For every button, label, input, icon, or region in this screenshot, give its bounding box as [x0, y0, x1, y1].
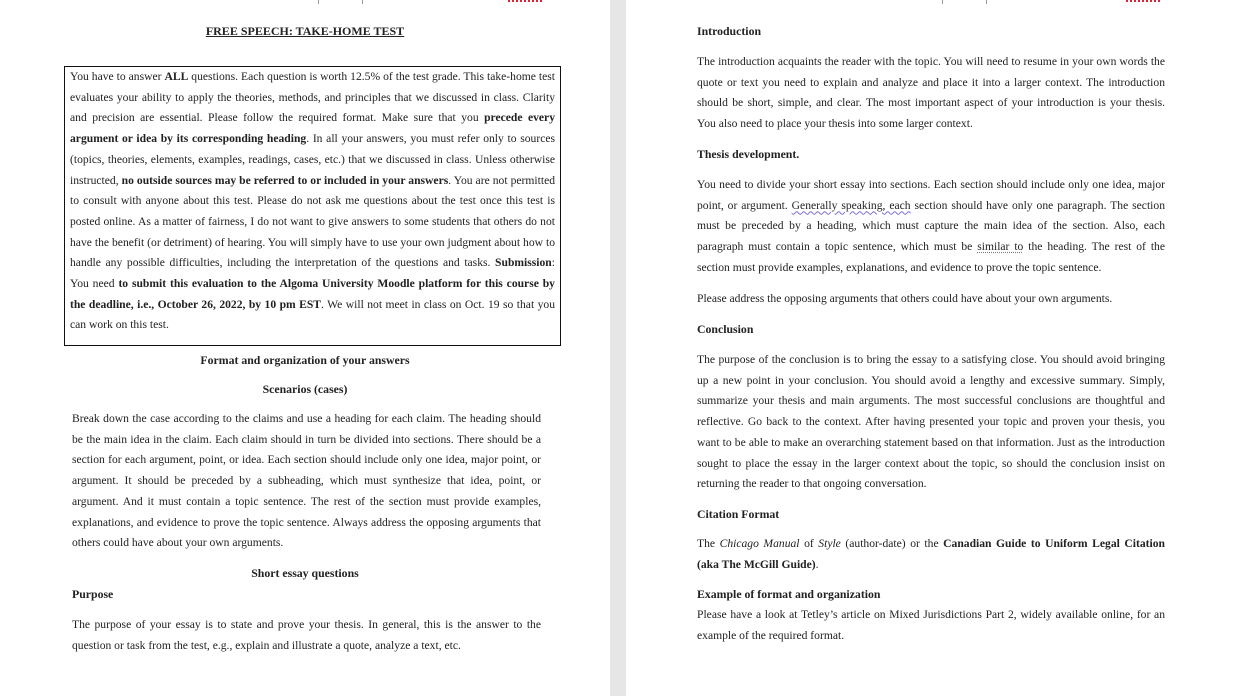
page-title: FREE SPEECH: TAKE-HOME TEST [205, 24, 405, 38]
ruler-tick [318, 0, 319, 4]
thesis-paragraph: You need to divide your short essay into sections. Each section should include only one idea, major point, or argument. Generally speaking, each section should have only one paragraph. The section must be preceded by a heading, which must capture the main idea of the section. Also, each paragraph must contain a topic sentence, which must be similar to the heading. The rest of the section must provide examples, explanations, and evidence to prove the topic sentence. [697, 178, 1165, 274]
ruler-tick [942, 0, 943, 4]
scenarios-paragraph: Break down the case according to the claims and use a heading for each claim. The heading should be the main idea in the claim. Each claim should in turn be divided into sections. There should be a section for each argument, point, or idea. Each section should include only one idea, major point, or argument. It should be preceded by a subheading, which must synthesize that idea, point, or argument. And it must contain a topic sentence. The rest of the section must provide examples, explanations, and evidence to prove the topic sentence. Always address the opposing arguments that others could have about your own arguments. [72, 412, 541, 550]
opposing-arguments-paragraph: Please address the opposing arguments that others could have about your own arguments. [697, 292, 1113, 305]
purpose-paragraph: The purpose of your essay is to state and prove your thesis. In general, this is the answer to the question or task from the test, e.g., explain and illustrate a quote, analyze a text, etc. [72, 618, 541, 652]
spell-check-mark [508, 0, 542, 5]
ruler-tick [362, 0, 363, 4]
citation-paragraph: The Chicago Manual of Style (author-date) or the Canadian Guide to Uniform Legal Citation (aka The McGill Guide). [697, 537, 1165, 571]
grammar-flag[interactable]: Generally speaking, each [791, 198, 911, 212]
instructions-box [64, 66, 561, 346]
example-paragraph: Please have a look at Tetley’s article on Mixed Jurisdictions Part 2, widely available online, for an example of the required format. [697, 608, 1165, 642]
spell-check-mark [1126, 0, 1160, 5]
thesis-heading: Thesis development. [697, 147, 800, 161]
conclusion-paragraph: The purpose of the conclusion is to bring the essay to a satisfying close. You should avoid bringing up a new point in your conclusion. You should avoid a lengthy and excessive summary. Simply, summarize your thesis and main arguments. The most successful conclusions are thoughtful and reflective. Go back to the context. After having presented your topic and proven your thesis, you want to be able to make an overarching statement based on that information. Just as the introduction sought to place the essay in the larger context about the topic, so should the conclusion insist on returning the reader to that ongoing conversation. [697, 353, 1165, 491]
document-page-right [626, 0, 1233, 696]
grammar-flag[interactable]: similar to [977, 240, 1024, 254]
short-essay-heading: Short essay questions [251, 566, 359, 580]
conclusion-heading: Conclusion [697, 322, 754, 336]
scenarios-heading: Scenarios (cases) [262, 382, 348, 396]
ruler-tick [986, 0, 987, 4]
instructions-text: You have to answer ALL questions. Each question is worth 12.5% of the test grade. This take-home test evaluates your ability to apply the theories, methods, and principles that we discussed in class. Clarity and precision are essential. Please follow the required format. Make sure that you precede every argument or idea by its corresponding heading. In all your answers, you must refer only to sources (topics, theories, elements, examples, readings, cases, etc.) that we discussed in class. Unless otherwise instructed, no outside sources may be referred to or included in your answers. You are not permitted to consult with anyone about this test. Please do not ask me questions about the test once this test is posted online. As a matter of fairness, I do not want to give answers to some students that others do not have the benefit (or detriment) of hearing. You will simply have to use your own judgment about how to handle any possible difficulties, including the interpretation of the questions and tasks. Submission: You need to submit this evaluation to the Algoma University Moodle platform for this course by the deadline, i.e., October 26, 2022, by 10 pm EST. We will not meet in class on Oct. 19 so that you can work on this test. [70, 70, 556, 332]
introduction-paragraph: The introduction acquaints the reader with the topic. You will need to resume in your own words the quote or text you need to explain and analyze and place it into a larger context. The introduction should be short, simple, and clear. The most important aspect of your introduction is your thesis. You also need to place your thesis into some larger context. [697, 55, 1165, 131]
citation-heading: Citation Format [697, 507, 780, 521]
document-page-left [0, 0, 610, 696]
introduction-heading: Introduction [697, 24, 762, 38]
example-heading: Example of format and organization [697, 587, 881, 601]
format-heading: Format and organization of your answers [200, 353, 410, 367]
purpose-heading: Purpose [72, 587, 114, 601]
